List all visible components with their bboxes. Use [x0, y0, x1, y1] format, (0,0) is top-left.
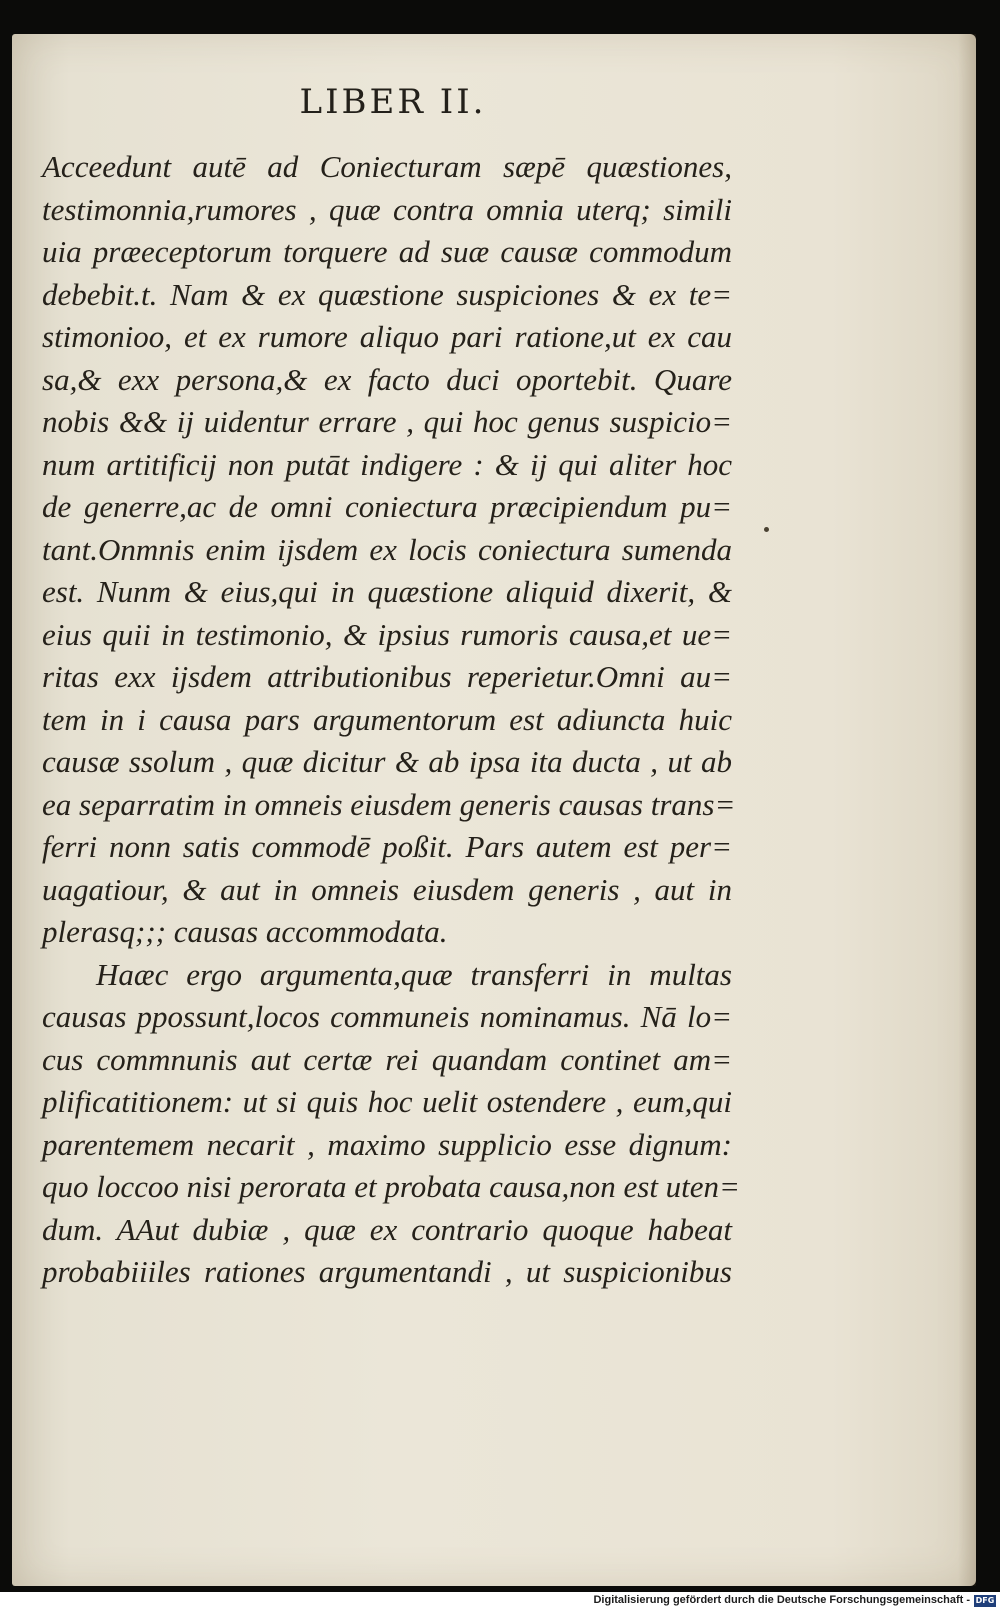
text-line: plerasq;;; causas accommodata. — [42, 914, 448, 949]
footer-bar — [0, 1592, 1000, 1611]
ink-speck — [764, 527, 769, 532]
text-line: tem in i causa pars argumentorum est adiuncta huic — [42, 701, 732, 737]
text-line: est. Nunm & eius,qui in quæstione aliquid dixerit, & — [42, 574, 732, 609]
text-line: num artitificij non putāt indigere : & ij qui aliter hoc — [42, 446, 732, 482]
text-line: ferri nonn satis commodē poßit. Pars autem est per= — [42, 829, 732, 864]
text-line: sa,& exx persona,& ex facto duci oportebit. Quare — [42, 361, 732, 397]
text-line: uagatiour, & aut in omneis eiusdem generis , aut in — [42, 871, 732, 907]
book-page — [12, 34, 976, 1586]
text-line: parentemem necarit , maximo supplicio esse dignum: — [42, 1126, 732, 1162]
text-line: tant.Onmnis enim ijsdem ex locis coniectura sumenda — [42, 531, 732, 567]
text-line: probabiiiles rationes argumentandi , ut suspicionibus — [42, 1254, 732, 1289]
body-text — [42, 146, 740, 1294]
running-head: LIBER II. — [299, 82, 487, 122]
text-line: cus commnunis aut certæ rei quandam continet am= — [42, 1041, 732, 1077]
text-line: plificatitionem: ut si quis hoc uelit ostendere , eum,qui — [42, 1084, 732, 1119]
text-line: debebit.t. Nam & ex quæstione suspiciones & ex te= — [42, 276, 732, 312]
text-line: causas ppossunt,locos communeis nominamus. Nā lo= — [42, 999, 732, 1034]
text-line: nobis && ij uidentur errare , qui hoc genus suspicio= — [42, 404, 732, 439]
text-line: dum. AAut dubiæ , quæ ex contrario quoque habeat — [42, 1211, 732, 1247]
text-line: ea separratim in omneis eiusdem generis causas trans= — [42, 786, 736, 822]
dfg-logo-icon: DFG — [975, 1596, 995, 1605]
text-line: quo loccoo nisi perorata et probata causa,non est uten= — [42, 1169, 740, 1204]
text-line: Haæc ergo argumenta,quæ transferri in multas — [96, 956, 732, 992]
text-line: Acceedunt autē ad Coniecturam sæpē quæstiones, — [42, 149, 732, 184]
page-edge-shadow — [958, 34, 976, 1586]
funding-credit: Digitalisierung gefördert durch die Deutsche Forschungsgemeinschaft - — [593, 1594, 970, 1606]
text-line: stimonioo, et ex rumore aliquo pari ratione,ut ex cau — [42, 319, 732, 354]
text-line: de generre,ac de omni coniectura præcipiendum pu= — [42, 489, 732, 524]
text-line: ritas exx ijsdem attributionibus reperietur.Omni au= — [42, 659, 732, 694]
text-line: causæ ssolum , quæ dicitur & ab ipsa ita ducta , ut ab — [42, 744, 732, 779]
text-line: uia præeceptorum torquere ad suæ causæ commodum — [42, 234, 732, 269]
text-line: testimonnia,rumores , quæ contra omnia uterq; simili — [42, 191, 732, 227]
text-line: eius quii in testimonio, & ipsius rumoris causa,et ue= — [42, 616, 732, 652]
